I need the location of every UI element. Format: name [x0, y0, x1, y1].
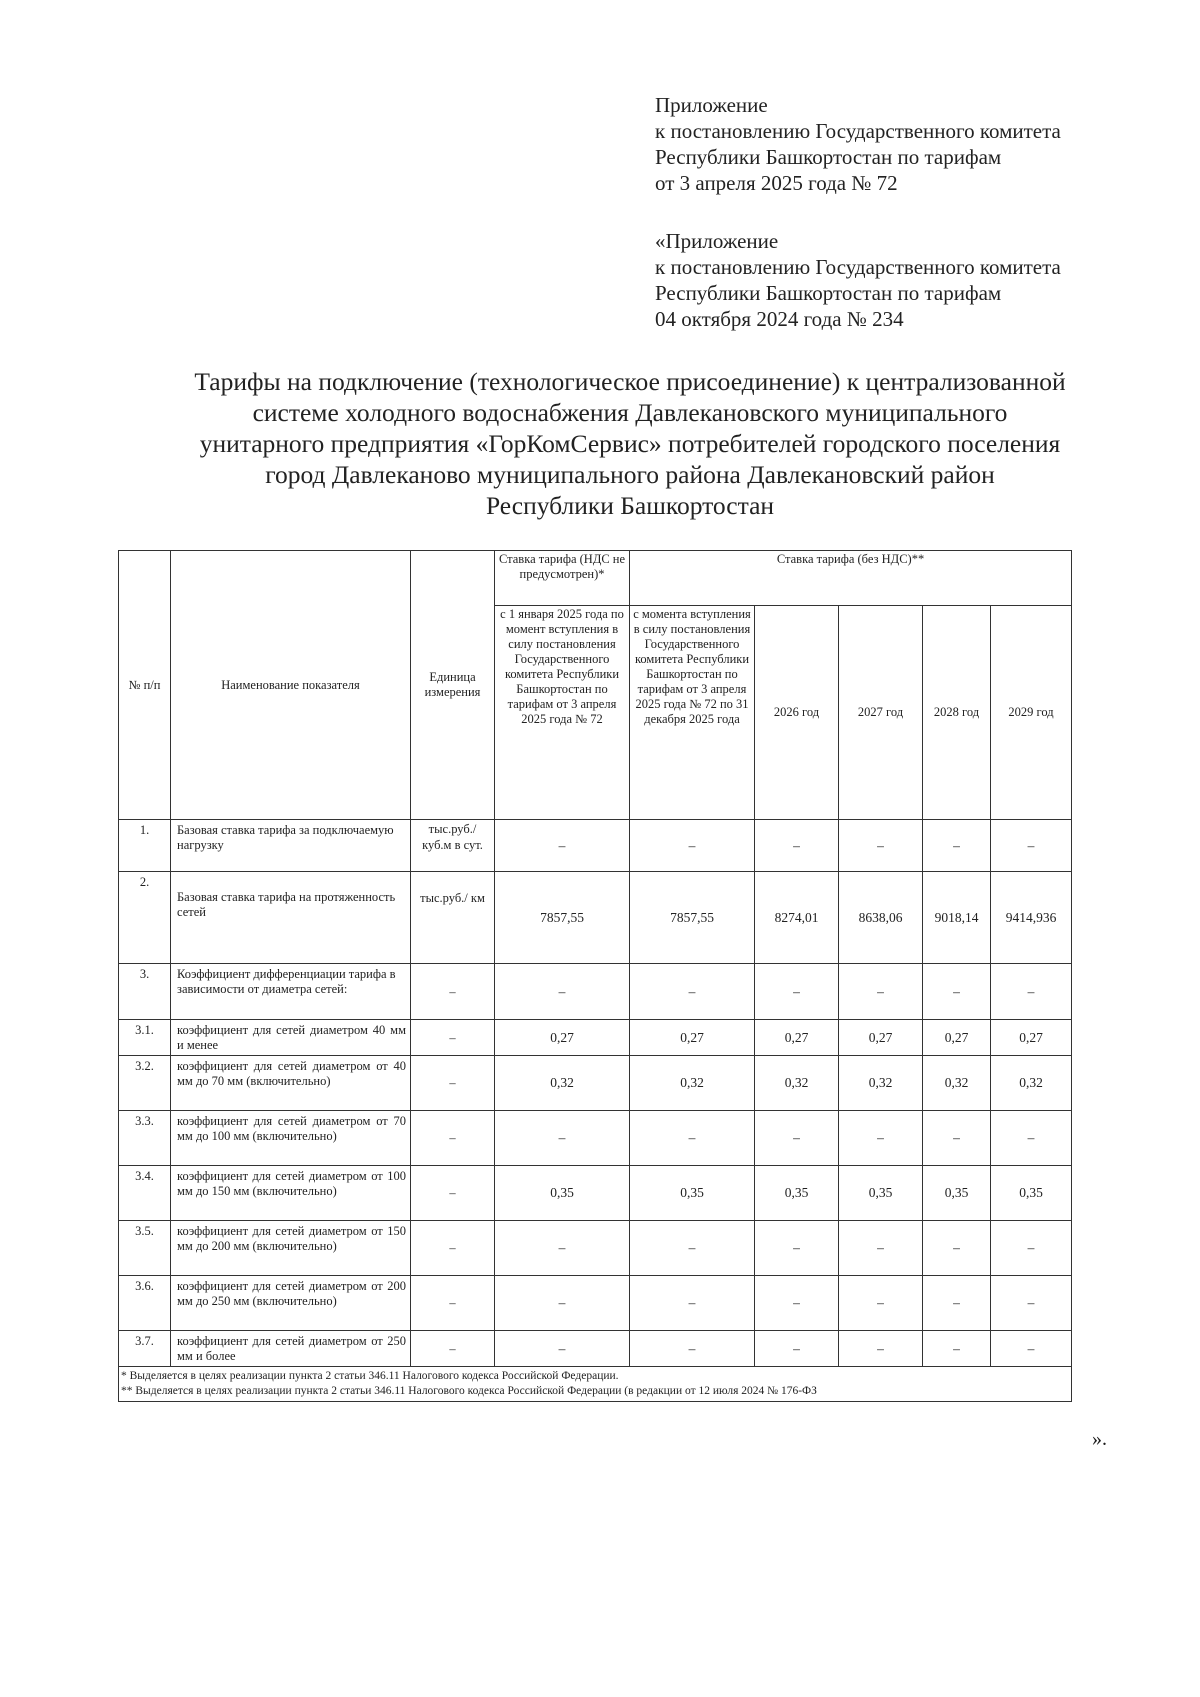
row-value: – [991, 1221, 1072, 1276]
header-num: № п/п [119, 551, 171, 820]
row-value: – [495, 1221, 630, 1276]
footnote: ** Выделяется в целях реализации пункта 2 статьи 346.11 Налогового кодекса Российской Федерации (в редакции от 12 июля 2024 № 176-ФЗ [121, 1384, 817, 1397]
appendix-line: к постановлению Государственного комитета [655, 119, 1061, 143]
row-num: 3.5. [119, 1221, 171, 1276]
row-num: 3.3. [119, 1111, 171, 1166]
appendix-line: Приложение [655, 93, 768, 117]
row-value: – [495, 1331, 630, 1367]
table-row [119, 1056, 1072, 1111]
row-unit: – [411, 1056, 495, 1111]
row-value: 7857,55 [630, 872, 755, 964]
row-value: – [923, 820, 991, 872]
appendix-line: к постановлению Государственного комитета [655, 255, 1061, 279]
row-value: – [755, 1276, 839, 1331]
row-value: 0,32 [630, 1056, 755, 1111]
row-value: – [630, 820, 755, 872]
header-col-2025-a: с 1 января 2025 года по момент вступления в силу постановления Государственного комитета Республики Башкортостан по тарифам от 3 апреля 2025 года № 72 [495, 606, 630, 820]
document-title [150, 366, 1110, 521]
table-row [119, 1276, 1072, 1331]
row-value: – [991, 820, 1072, 872]
row-unit: – [411, 1276, 495, 1331]
row-value: 8274,01 [755, 872, 839, 964]
header-col-2027: 2027 год [839, 606, 923, 820]
title-line: системе холодного водоснабжения Давлекановского муниципального [252, 398, 1008, 427]
row-num: 3.4. [119, 1166, 171, 1221]
row-name: коэффициент для сетей диаметром от 200 мм до 250 мм (включительно) [171, 1276, 411, 1331]
table-row [119, 1111, 1072, 1166]
header-col-2025-b: с момента вступления в силу постановления Государственного комитета Республики Башкортостан по тарифам от 3 апреля 2025 года № 72 по 31 декабря 2025 года [630, 606, 755, 820]
row-num: 3. [119, 964, 171, 1020]
row-unit: – [411, 1331, 495, 1367]
row-num: 1. [119, 820, 171, 872]
row-value: – [923, 1331, 991, 1367]
header-col-2029: 2029 год [991, 606, 1072, 820]
table-row [119, 820, 1072, 872]
row-value: 8638,06 [839, 872, 923, 964]
row-value: – [630, 1331, 755, 1367]
row-name: коэффициент для сетей диаметром от 250 мм и более [171, 1331, 411, 1367]
row-value: 7857,55 [495, 872, 630, 964]
row-value: 9018,14 [923, 872, 991, 964]
row-value: 0,27 [923, 1020, 991, 1056]
header-unit: Единица измерения [411, 551, 495, 820]
row-unit: тыс.руб./ куб.м в сут. [411, 820, 495, 872]
appendix-line: «Приложение [655, 229, 779, 253]
table-row [119, 964, 1072, 1020]
row-value: – [755, 1221, 839, 1276]
row-value: – [630, 1276, 755, 1331]
row-value: – [495, 1276, 630, 1331]
row-value: – [839, 1111, 923, 1166]
row-value: – [991, 1331, 1072, 1367]
row-value: – [923, 1221, 991, 1276]
row-value: – [495, 1111, 630, 1166]
row-num: 3.6. [119, 1276, 171, 1331]
table-row [119, 1166, 1072, 1221]
appendix-previous-block [655, 228, 1061, 332]
row-value: – [839, 1331, 923, 1367]
header-col-2026: 2026 год [755, 606, 839, 820]
row-value: 0,35 [630, 1166, 755, 1221]
footnotes-cell [119, 1367, 1072, 1402]
row-value: – [755, 1111, 839, 1166]
row-value: – [839, 964, 923, 1020]
row-name: Базовая ставка тарифа на протяженность сетей [171, 872, 411, 964]
row-num: 3.7. [119, 1331, 171, 1367]
appendix-line: 04 октября 2024 года № 234 [655, 307, 904, 331]
row-value: 0,35 [839, 1166, 923, 1221]
header-name: Наименование показателя [171, 551, 411, 820]
title-line: Тарифы на подключение (технологическое присоединение) к централизованной [194, 367, 1066, 396]
appendix-line: Республики Башкортостан по тарифам [655, 145, 1002, 169]
title-line: город Давлеканово муниципального района Давлекановский район [265, 460, 995, 489]
row-value: 0,35 [991, 1166, 1072, 1221]
row-value: – [839, 1276, 923, 1331]
row-value: – [495, 964, 630, 1020]
footnote: * Выделяется в целях реализации пункта 2 статьи 346.11 Налогового кодекса Российской Федерации. [121, 1370, 619, 1382]
row-num: 2. [119, 872, 171, 964]
row-unit: – [411, 1020, 495, 1056]
title-line: Республики Башкортостан [485, 491, 775, 520]
row-unit: – [411, 1221, 495, 1276]
row-value: – [755, 820, 839, 872]
table-row [119, 1020, 1072, 1056]
row-name: коэффициент для сетей диаметром от 70 мм до 100 мм (включительно) [171, 1111, 411, 1166]
row-value: 9414,936 [991, 872, 1072, 964]
row-name: коэффициент для сетей диаметром от 150 мм до 200 мм (включительно) [171, 1221, 411, 1276]
row-value: – [923, 1111, 991, 1166]
appendix-line: от 3 апреля 2025 года № 72 [655, 171, 898, 195]
row-value: – [755, 964, 839, 1020]
row-value: 0,32 [991, 1056, 1072, 1111]
header-col-2028: 2028 год [923, 606, 991, 820]
row-value: – [630, 1111, 755, 1166]
table-row [119, 1221, 1072, 1276]
table-row [119, 872, 1072, 964]
tariff-table [118, 550, 1072, 1402]
row-unit: тыс.руб./ км [411, 872, 495, 964]
row-value: – [630, 1221, 755, 1276]
appendix-line: Республики Башкортостан по тарифам [655, 281, 1002, 305]
row-num: 3.2. [119, 1056, 171, 1111]
row-unit: – [411, 1111, 495, 1166]
row-value: – [923, 964, 991, 1020]
row-value: – [755, 1331, 839, 1367]
row-value: – [991, 1111, 1072, 1166]
footnotes-row [119, 1367, 1072, 1402]
row-name: коэффициент для сетей диаметром 40 мм и менее [171, 1020, 411, 1056]
row-unit: – [411, 964, 495, 1020]
row-value: 0,27 [839, 1020, 923, 1056]
row-value: 0,35 [923, 1166, 991, 1221]
row-name: Коэффициент дифференциации тарифа в зависимости от диаметра сетей: [171, 964, 411, 1020]
row-value: 0,27 [755, 1020, 839, 1056]
row-value: 0,35 [755, 1166, 839, 1221]
row-value: – [839, 1221, 923, 1276]
row-value: 0,32 [839, 1056, 923, 1111]
row-value: 0,35 [495, 1166, 630, 1221]
row-name: коэффициент для сетей диаметром от 100 мм до 150 мм (включительно) [171, 1166, 411, 1221]
row-value: 0,27 [495, 1020, 630, 1056]
header-rate-vat-group: Ставка тарифа (НДС не предусмотрен)* [495, 551, 630, 606]
title-line: унитарного предприятия «ГорКомСервис» потребителей городского поселения [199, 429, 1061, 458]
closing-quote: ». [1092, 1428, 1107, 1450]
row-name: Базовая ставка тарифа за подключаемую нагрузку [171, 820, 411, 872]
row-value: – [630, 964, 755, 1020]
row-value: – [495, 820, 630, 872]
row-unit: – [411, 1166, 495, 1221]
row-value: 0,32 [923, 1056, 991, 1111]
appendix-current-block [655, 92, 1061, 196]
row-value: – [839, 820, 923, 872]
row-value: 0,32 [755, 1056, 839, 1111]
row-num: 3.1. [119, 1020, 171, 1056]
row-value: 0,27 [991, 1020, 1072, 1056]
row-value: – [923, 1276, 991, 1331]
row-value: 0,32 [495, 1056, 630, 1111]
table-row [119, 1331, 1072, 1367]
row-value: 0,27 [630, 1020, 755, 1056]
row-name: коэффициент для сетей диаметром от 40 мм до 70 мм (включительно) [171, 1056, 411, 1111]
header-rate-novat-group: Ставка тарифа (без НДС)** [630, 551, 1072, 606]
row-value: – [991, 964, 1072, 1020]
row-value: – [991, 1276, 1072, 1331]
